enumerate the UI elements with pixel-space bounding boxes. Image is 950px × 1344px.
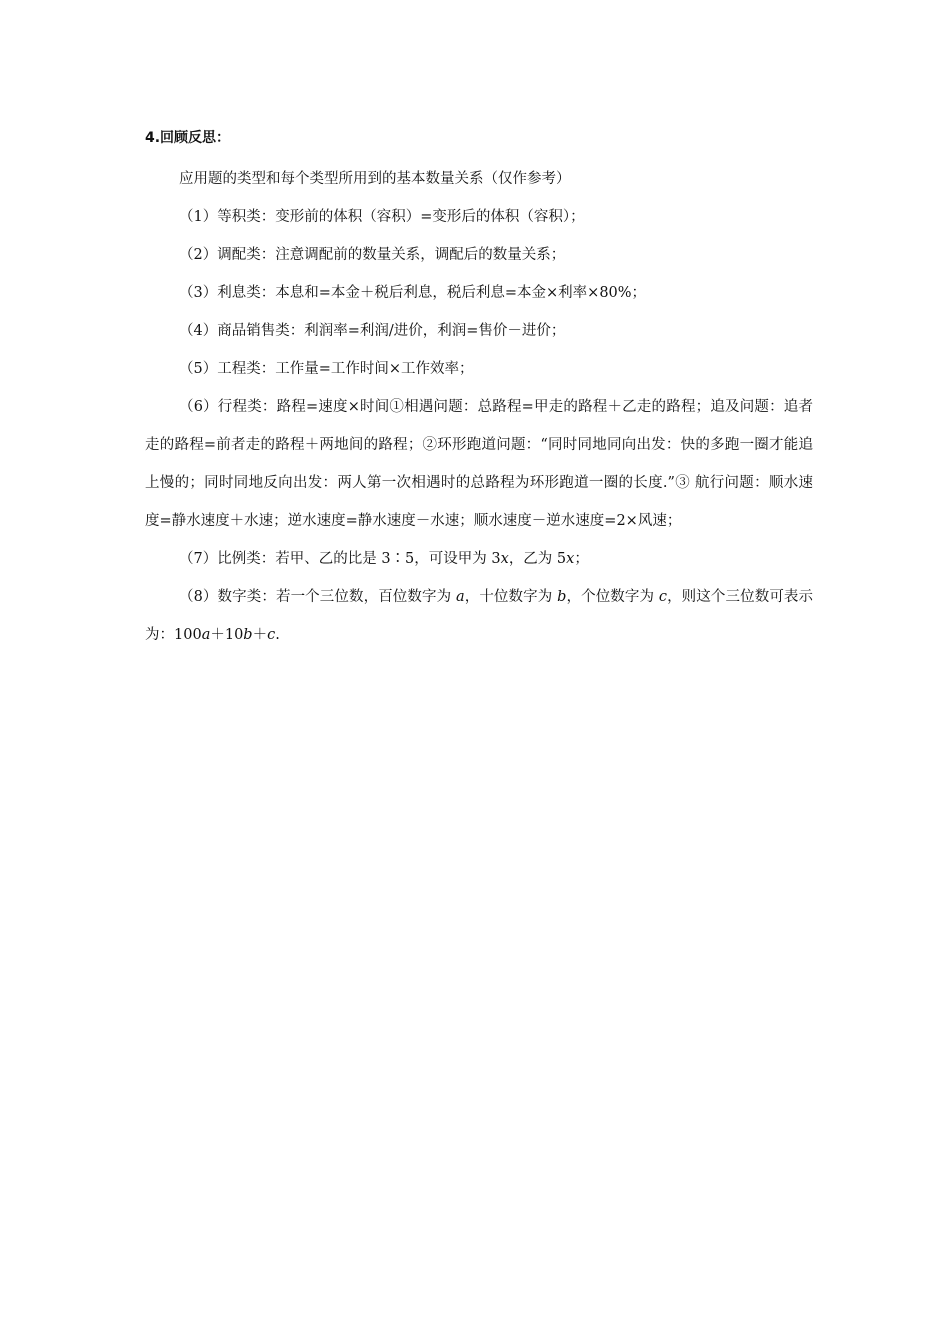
item-8-text-2: ，十位数字为 (464, 589, 558, 605)
item-7-ratio (145, 540, 813, 578)
item-8-var-c: c (658, 589, 667, 605)
item-2-allocation: （2）调配类：注意调配前的数量关系，调配后的数量关系； (179, 247, 566, 263)
section-heading: 4.回顾反思： (145, 130, 231, 146)
item-4-sales: （4）商品销售类：利润率=利润/进价，利润=售价－进价； (179, 323, 566, 339)
item-7-text-3: ； (574, 551, 589, 567)
item-8-var-b: b (557, 589, 567, 605)
item-3-interest: （3）利息类：本息和=本金＋税后利息，税后利息=本金×利率×80%； (179, 285, 647, 301)
item-8-text-5: ＋10 (210, 627, 244, 643)
intro-paragraph: 应用题的类型和每个类型所用到的基本数量关系（仅作参考） (179, 171, 571, 187)
item-8-text-7: . (275, 627, 280, 643)
item-7-var-x1: x (500, 551, 509, 567)
item-8-text-1: （8）数字类：若一个三位数，百位数字为 (179, 589, 456, 605)
item-8-expr-b: b (243, 627, 253, 643)
item-6-travel: （6）行程类：路程=速度×时间①相遇问题：总路程=甲走的路程＋乙走的路程；追及问题：追者走的路程=前者走的路程＋两地间的路程；②环形跑道问题：“同时同地同向出发：快的多跑一圈才能追上慢的；同时同地反向出发：两人第一次相遇时的总路程为环形跑道一圈的长度.”③ 航行问题：顺水速度=静水速度＋水速；逆水速度=静水速度－水速；顺水速度－逆水速度=2×风速； (145, 399, 813, 529)
item-8-digits (145, 578, 813, 654)
item-7-text-1: （7）比例类：若甲、乙的比是 3∶5，可设甲为 3 (179, 551, 501, 567)
item-8-expr-c: c (267, 627, 276, 643)
item-8-var-a: a (455, 589, 465, 605)
item-1-equal-volume: （1）等积类：变形前的体积（容积）=变形后的体积（容积）； (179, 209, 585, 225)
item-8-text-6: ＋ (252, 627, 268, 643)
item-8-text-3: ，个位数字为 (566, 589, 659, 605)
item-8-expr-a: a (201, 627, 211, 643)
item-7-var-x2: x (566, 551, 575, 567)
item-5-work: （5）工程类：工作量=工作时间×工作效率； (179, 361, 474, 377)
item-7-text-2: ，乙为 5 (508, 551, 567, 567)
document-content (145, 126, 813, 654)
item-8-text-4: ，则这个三位数可表示为：100 (145, 589, 814, 643)
